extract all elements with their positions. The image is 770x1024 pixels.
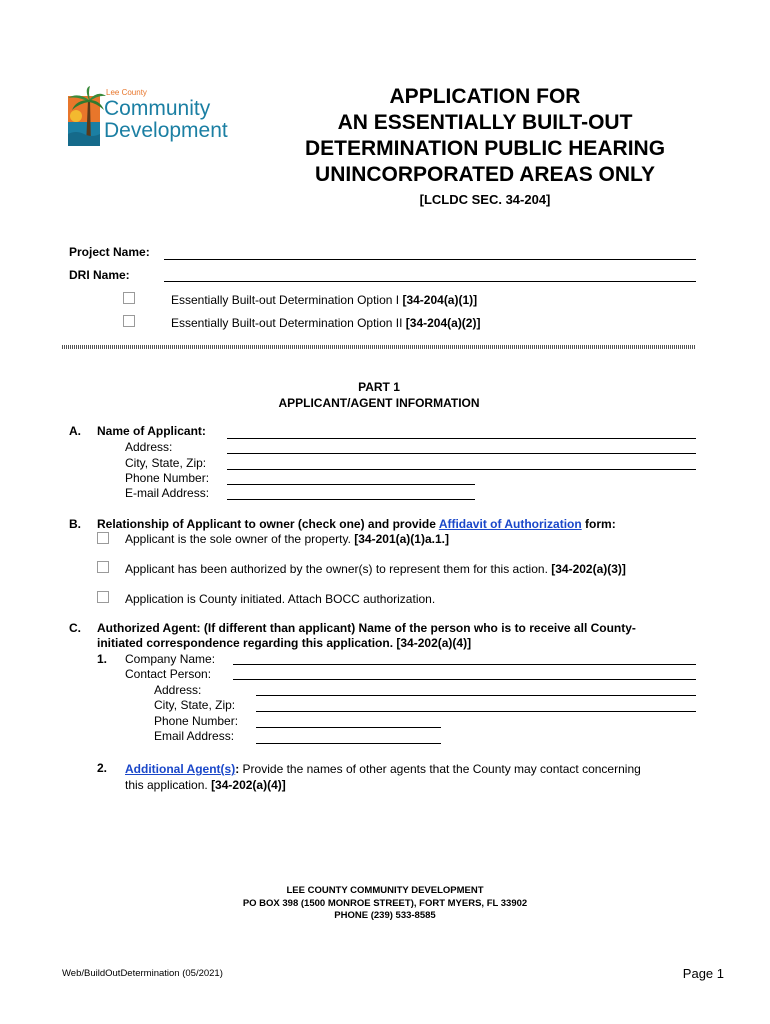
additional-agents-text-2: this application.	[125, 778, 212, 792]
option-1-label	[171, 293, 477, 307]
section-c-line-1: Authorized Agent: (If different than applicant) Name of the person who is to receive all County-	[97, 621, 636, 635]
county-initiated-checkbox[interactable]	[97, 591, 109, 603]
option-1-checkbox[interactable]	[123, 292, 135, 304]
authorized-by-owner-code: [34-202(a)(3)]	[551, 562, 626, 576]
part-1-subheading: APPLICANT/AGENT INFORMATION	[278, 396, 480, 410]
dri-name-label: DRI Name:	[69, 268, 130, 282]
lee-county-logo	[66, 86, 236, 148]
agent-phone-field[interactable]	[256, 727, 441, 728]
applicant-address-label: Address:	[125, 440, 173, 454]
additional-agents-text-line-2	[125, 778, 286, 792]
sole-owner-checkbox[interactable]	[97, 532, 109, 544]
agent-email-field[interactable]	[256, 743, 441, 744]
section-c-line-2: initiated correspondence regarding this application. [34-202(a)(4)]	[97, 636, 472, 650]
contact-person-field[interactable]	[233, 679, 696, 680]
option-2-code: [34-204(a)(2)]	[405, 316, 481, 330]
agent-address-label: Address:	[154, 683, 202, 697]
applicant-phone-label: Phone Number:	[125, 471, 210, 485]
footer-phone: PHONE (239) 533-8585	[334, 910, 436, 921]
logo-line1: Community	[104, 97, 211, 120]
applicant-city-field[interactable]	[227, 469, 696, 470]
section-divider	[62, 345, 696, 349]
applicant-email-label: E-mail Address:	[125, 486, 210, 500]
company-name-field[interactable]	[233, 664, 696, 665]
footer-address: PO BOX 398 (1500 MONROE STREET), FORT MYERS, FL 33902	[242, 898, 528, 909]
logo-line2: Development	[104, 119, 228, 142]
sole-owner-code: [34-201(a)(1)a.1.]	[354, 532, 449, 546]
section-b-heading-pre: Relationship of Applicant to owner (check one) and provide	[97, 517, 439, 531]
agent-address-field[interactable]	[256, 695, 696, 696]
footer-org: LEE COUNTY COMMUNITY DEVELOPMENT	[286, 885, 484, 896]
applicant-name-label: Name of Applicant:	[97, 424, 206, 438]
authorized-by-owner-checkbox[interactable]	[97, 561, 109, 573]
authorized-by-owner-label	[125, 562, 626, 576]
logo-org-text: Lee County	[106, 88, 147, 97]
county-initiated-label: Application is County initiated. Attach BOCC authorization.	[125, 592, 436, 606]
agent-city-label: City, State, Zip:	[154, 698, 236, 712]
dri-name-field[interactable]	[164, 281, 696, 282]
section-c-letter: C.	[69, 621, 81, 635]
option-1-text: Essentially Built-out Determination Option I	[171, 293, 403, 307]
section-b-heading-post: form:	[581, 517, 616, 531]
additional-agents-link[interactable]: Additional Agent(s)	[125, 762, 236, 776]
applicant-address-field[interactable]	[227, 453, 696, 454]
additional-agents-text-line-1	[125, 762, 641, 776]
code-reference: [LCLDC SEC. 34-204]	[419, 192, 551, 207]
agent-item-1-number: 1.	[97, 652, 108, 666]
agent-city-field[interactable]	[256, 711, 696, 712]
agent-phone-label: Phone Number:	[154, 714, 239, 728]
company-name-label: Company Name:	[125, 652, 216, 666]
applicant-name-field[interactable]	[227, 438, 696, 439]
project-name-field[interactable]	[164, 259, 696, 260]
applicant-phone-field[interactable]	[227, 484, 475, 485]
option-1-code: [34-204(a)(1)]	[402, 293, 478, 307]
section-b-letter: B.	[69, 517, 81, 531]
agent-item-2-number: 2.	[97, 761, 108, 775]
form-title-line-3: DETERMINATION PUBLIC HEARING	[304, 137, 666, 160]
option-2-text: Essentially Built-out Determination Option II	[171, 316, 406, 330]
contact-person-label: Contact Person:	[125, 667, 212, 681]
agent-email-label: Email Address:	[154, 729, 235, 743]
form-title-line-2: AN ESSENTIALLY BUILT-OUT	[337, 111, 633, 134]
section-b-heading	[97, 517, 616, 531]
option-2-checkbox[interactable]	[123, 315, 135, 327]
page-number: Page 1	[682, 966, 724, 981]
sole-owner-text: Applicant is the sole owner of the property.	[125, 532, 355, 546]
applicant-city-label: City, State, Zip:	[125, 456, 207, 470]
form-id: Web/BuildOutDetermination (05/2021)	[62, 968, 223, 979]
option-2-label	[171, 316, 480, 330]
additional-agents-text-1: Provide the names of other agents that the County may contact concerning	[239, 762, 641, 776]
form-title-line-1: APPLICATION FOR	[389, 85, 581, 108]
applicant-email-field[interactable]	[227, 499, 475, 500]
palm-tree-logo-icon	[66, 86, 106, 148]
additional-agents-colon: :	[235, 762, 240, 776]
sole-owner-label	[125, 532, 449, 546]
section-a-letter: A.	[69, 424, 81, 438]
part-1-heading: PART 1	[358, 380, 400, 394]
form-title-line-4: UNINCORPORATED AREAS ONLY	[315, 163, 655, 186]
authorized-by-owner-text: Applicant has been authorized by the owner(s) to represent them for this action.	[125, 562, 552, 576]
project-name-label: Project Name:	[69, 245, 150, 259]
additional-agents-code: [34-202(a)(4)]	[211, 778, 286, 792]
affidavit-of-authorization-link[interactable]: Affidavit of Authorization	[438, 517, 582, 531]
